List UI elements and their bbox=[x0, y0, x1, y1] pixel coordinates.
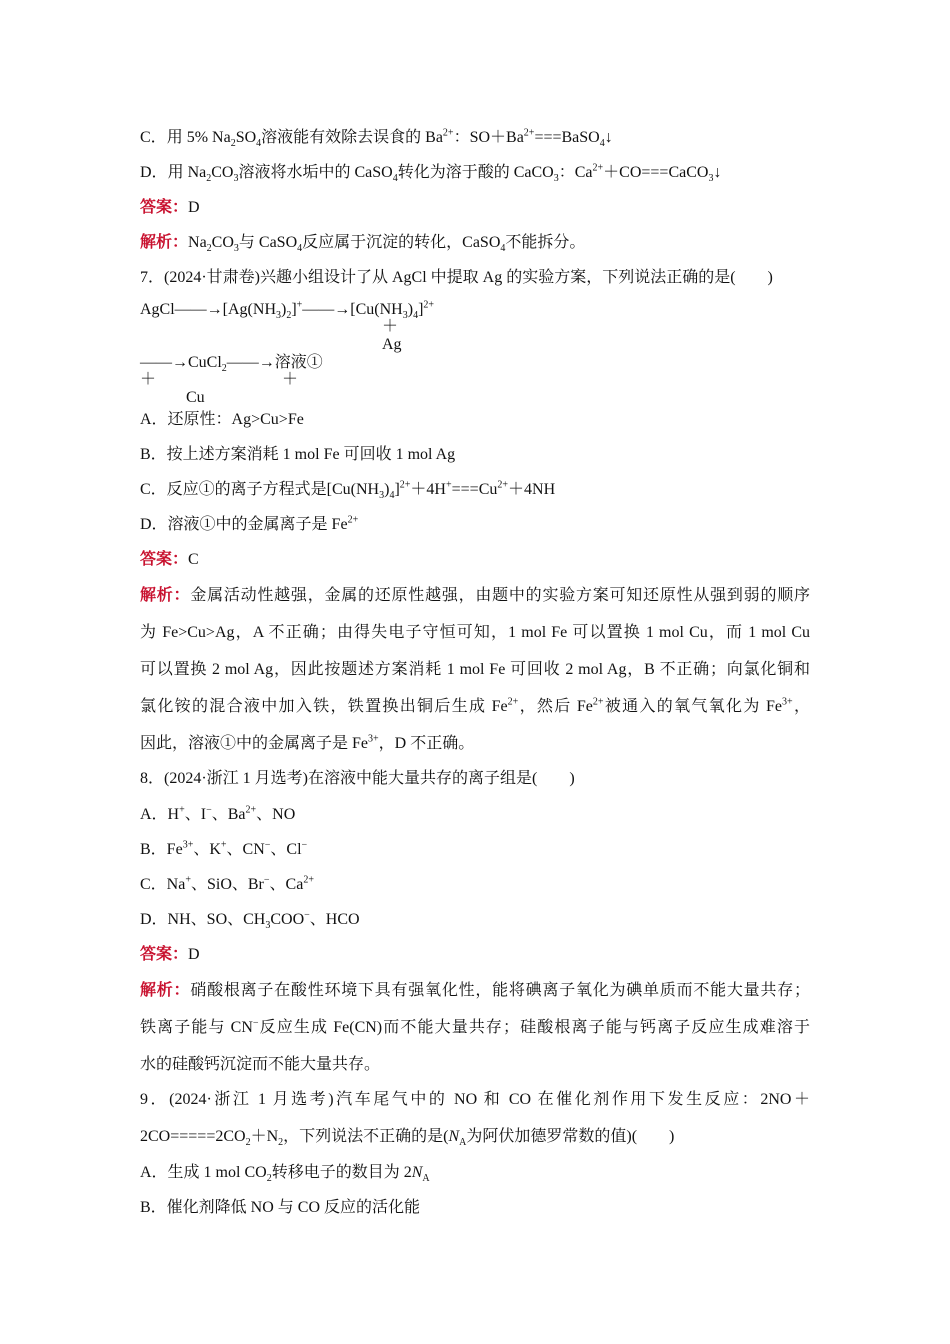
q7-analysis-line-5: 因此，溶液①中的金属离子是 $Fe^{3+}$，D 不正确。 bbox=[140, 733, 475, 752]
flow-cu-product: Cu bbox=[186, 389, 205, 406]
flow-plus-2: ＋ bbox=[140, 371, 157, 388]
q6-analysis: 解析：$Na_2CO_3$与 CaSO$_4$反应属于沉淀的转化，CaSO$_4$不能拆分。 bbox=[140, 234, 586, 255]
q8-option-a: A．H+、I−、$Ba^{2+}$、NO bbox=[140, 804, 296, 823]
q8-analysis-line-3: 水的硅酸钙沉淀而不能大量共存。 bbox=[140, 1056, 381, 1073]
analysis-label: 解析： bbox=[140, 587, 191, 604]
q6-option-d: D．用 $Na_2CO_3$溶液将水垢中的 CaSO$_4$转化为溶于酸的 CaCO$_3$：$Ca^{2+}+CO===CaCO_3↓$ bbox=[140, 162, 722, 185]
flow-row-1: $AgCl——\to[Ag(NH_3)_2]^+——\to[Cu(NH_3)_4]^{2+}$ bbox=[140, 299, 435, 322]
q7-analysis-line-2: 为 Fe>Cu>Ag，A 不正确；由得失电子守恒可知，1 mol Fe 可以置换 1 mol Cu，而 1 mol Cu bbox=[140, 624, 810, 641]
q9-option-a: A．生成 1 mol $CO_2$转移电子的数目为 $2N_A$ bbox=[140, 1164, 430, 1185]
q7-option-a: A．还原性：Ag>Cu>Fe bbox=[140, 411, 304, 428]
analysis-label: 解析： bbox=[140, 234, 189, 251]
q7-option-c: C．反应①的离子方程式是$[Cu(NH_3)_4]^{2+}+4H^+===Cu^{2+}+4NH$ bbox=[140, 479, 556, 502]
q7-answer: 答案：C bbox=[140, 551, 199, 568]
q8-option-d: D．NH、SO、$CH_3COO^-$、HCO bbox=[140, 909, 360, 932]
flow-ag-product: Ag bbox=[382, 336, 402, 353]
q9-stem-line-2: $2CO=====2CO_2+N_2$，下列说法不正确的是($N_A$为阿伏加德罗常数的值)( ) bbox=[140, 1128, 675, 1149]
answer-label: 答案： bbox=[140, 946, 189, 963]
q8-option-b: B．$Fe^{3+}$、K+、CN−、Cl− bbox=[140, 839, 308, 858]
q7-option-d: D．溶液①中的金属离子是 $Fe^{2+}$ bbox=[140, 514, 359, 533]
q8-stem: 8．(2024·浙江 1 月选考)在溶液中能大量共存的离子组是( ) bbox=[140, 770, 575, 787]
q7-stem: 7．(2024·甘肃卷)兴趣小组设计了从 AgCl 中提取 Ag 的实验方案，下列说法正确的是( ) bbox=[140, 269, 773, 286]
answer-label: 答案： bbox=[140, 551, 189, 568]
flow-plus-3: ＋ bbox=[282, 371, 299, 388]
q7-option-b: B．按上述方案消耗 1 mol Fe 可回收 1 mol Ag bbox=[140, 446, 456, 463]
flow-row-2: ——→CuCl$_2$——→溶液① bbox=[140, 354, 323, 375]
q7-analysis-line-1: 解析：金属活动性越强，金属的还原性越强，由题中的实验方案可知还原性从强到弱的顺序 bbox=[140, 587, 810, 604]
q7-analysis-line-3: 可以置换 2 mol Ag，因此按题述方案消耗 1 mol Fe 可回收 2 mol Ag，B 不正确；向氯化铜和 bbox=[140, 661, 810, 678]
q9-stem-line-1: 9．(2024·浙江 1 月选考)汽车尾气中的 NO 和 CO 在催化剂作用下发生反应：2NO＋ bbox=[140, 1091, 810, 1108]
q8-analysis-line-1: 解析：硝酸根离子在酸性环境下具有强氧化性，能将碘离子氧化为碘单质而不能大量共存； bbox=[140, 982, 810, 999]
answer-label: 答案： bbox=[140, 199, 189, 216]
q8-answer: 答案：D bbox=[140, 946, 200, 963]
q8-analysis-line-2: 铁离子能与 CN−反应生成 Fe(CN)而不能大量共存；硅酸根离子能与钙离子反应生成难溶于 bbox=[140, 1017, 810, 1036]
analysis-label: 解析： bbox=[140, 982, 191, 999]
q8-option-c: C．Na+、SiO、Br−、$Ca^{2+}$ bbox=[140, 874, 314, 893]
q6-answer: 答案：D bbox=[140, 199, 200, 216]
q7-analysis-line-4: 氯化铵的混合液中加入铁，铁置换出铜后生成 $Fe^{2+}$，然后 $Fe^{2+}$被通入的氧气氧化为 $Fe^{3+}$， bbox=[140, 696, 810, 715]
q6-option-c: C．用 5% $Na_2SO_4$溶液能有效除去误食的 $Ba^{2+}$：$SO+Ba^{2+}===BaSO_4↓$ bbox=[140, 127, 613, 150]
q9-option-b: B．催化剂降低 NO 与 CO 反应的活化能 bbox=[140, 1199, 421, 1216]
flow-plus-1: ＋ bbox=[382, 318, 399, 335]
